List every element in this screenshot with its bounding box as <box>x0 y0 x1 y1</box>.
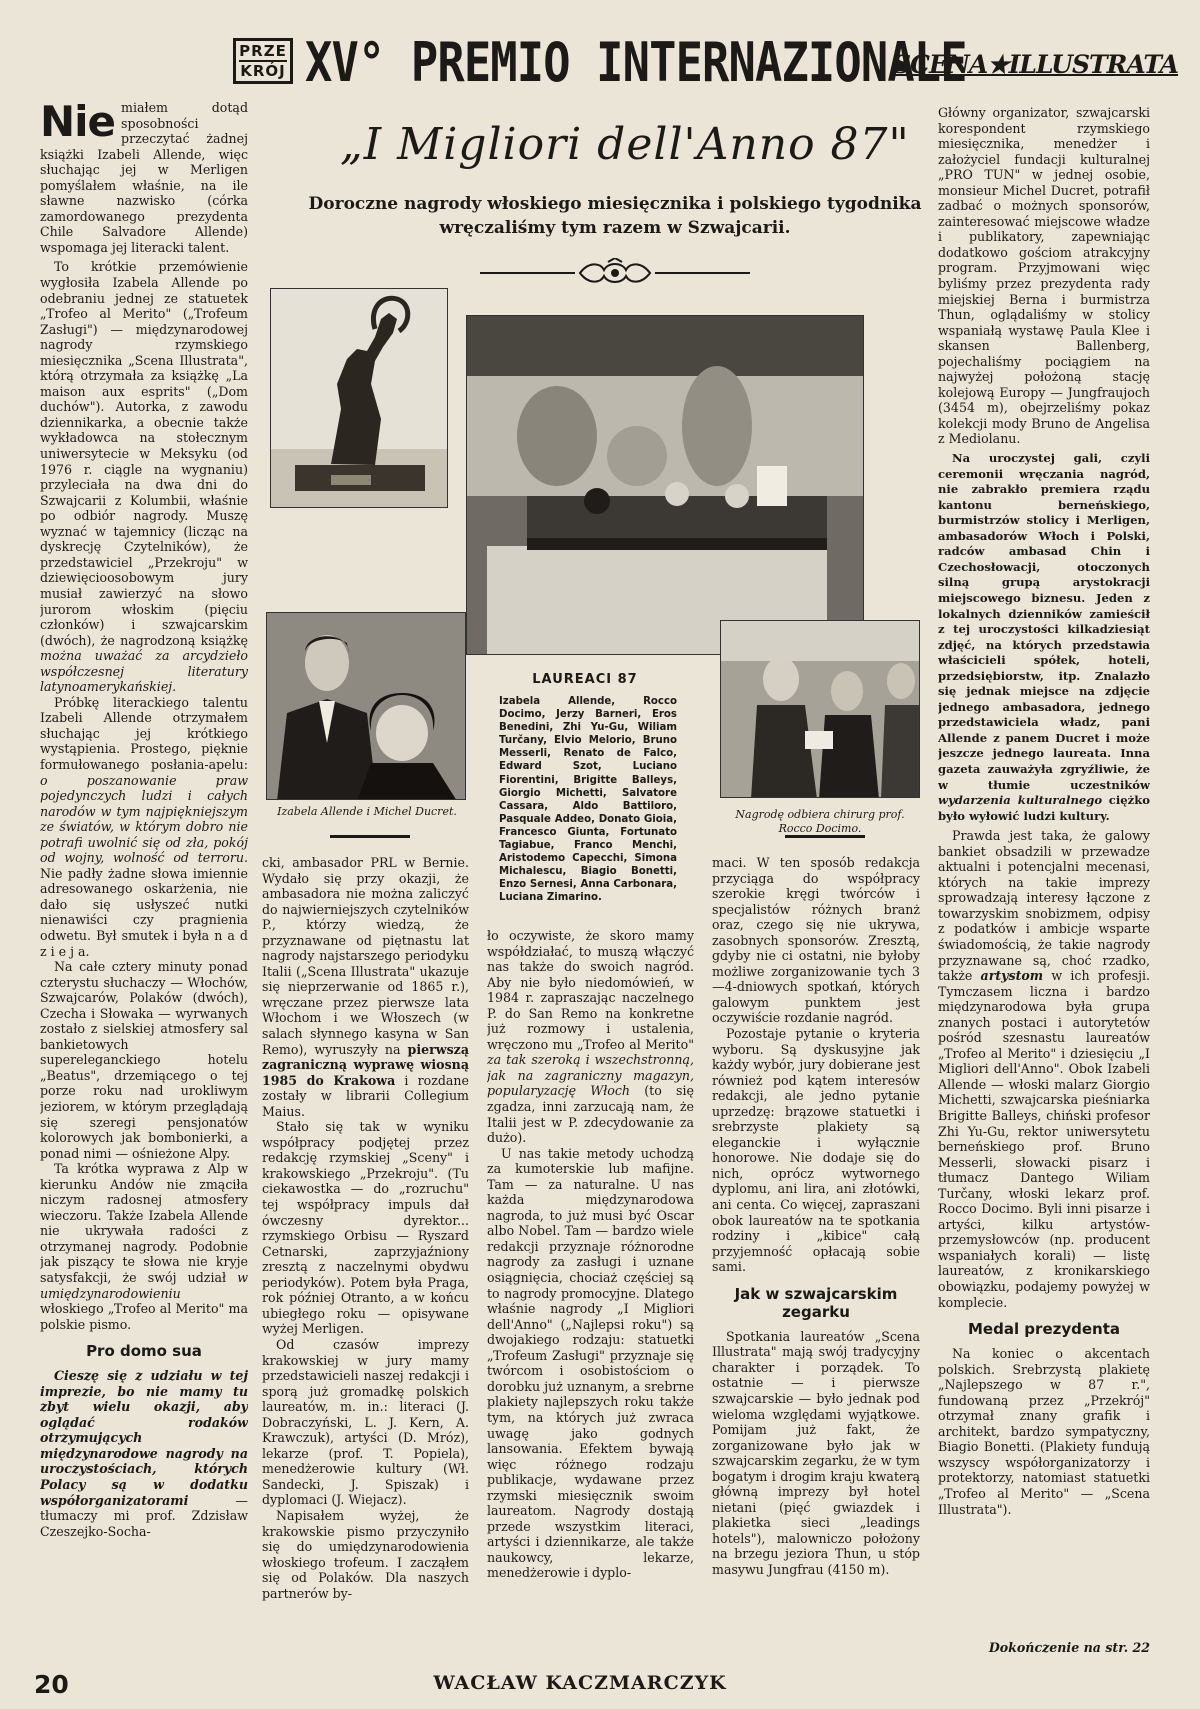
paragraph: maci. W ten sposób redakcja przyciąga do współpracy szerokie kręgi twórców i specjalistów różnych branż oraz, czego się nie ukrywa, zasobnych sponsorów. Zresztą, gdyby nie ci ostatni, nie byłoby możliwe zorganizowanie tych 3—4-dniowych spotkań, których galowym punktem jest oczywiście rozdanie nagród. <box>712 855 920 1026</box>
text-bold: Na uroczystej gali, czyli ceremonii wręczania nagród, nie zabrakło premiera rządu kantonu berneńskiego, burmistrzów stolicy i Merligen, ambasadorów Włoch i Polski, radców ambasad Chin i Czechosłowacji, otoczonych silną grupą arystokracji miejscowego biznesu. Jeden z lokalnych dzienników zamieścił z tej uroczystości kilkadziesiąt zdjęć, na których przedstawia właścicieli spółek, hoteli, przedsiębiorstw, itp. Znalazło się jednak miejsce na zdjęcie jednego ambasadora, jednego przedstawiciela władz, pani Allende z panem Ducret i może jeszcze jednego laureata. Inna gazeta zauważyła zgryźliwie, że w tłumie uczestników <box>938 451 1150 792</box>
text-italic: wydarzenia kulturalnego <box>938 793 1103 808</box>
page-number: 20 <box>34 1670 69 1699</box>
text-italic: Cieszę się z udziału w tej imprezie, bo nie mamy tu zbyt wielu okazji, aby oglądać rodaków otrzymujących międzynarodowe nagrody na uroczystościach, których Polacy są w dodatku współorganizatorami <box>40 1368 248 1508</box>
text: Nie padły żadne słowa imiennie adresowanego oskarżenia, nie dało się usłyszeć nutki nienawiści czy pragnienia odwetu. Był smutek i była n a d z i e j a. <box>40 865 248 959</box>
logo-bottom-text: KRÓJ <box>240 62 286 80</box>
text-italic: można uważać za arcydzieło współczesnej literatury latynoamerykańskiej. <box>40 648 248 695</box>
paragraph <box>487 928 694 1146</box>
paragraph: Na koniec o akcentach polskich. Srebrzystą plakietę „Najlepszego w 87 r.", fundowaną przez „Przekrój" otrzymał znany grafik i architekt, bardzo sympatyczny, Biagio Bonetti. (Plakiety fundują wszyscy współorganizatorzy i protektorzy, natomiast statuetki „Trofeo al Merito" — „Scena Illustrata"). <box>938 1346 1150 1517</box>
drop-cap: Nie <box>40 100 116 146</box>
paragraph: Spotkania laureatów „Scena Illustrata" mają swój tradycyjny charakter i porządek. To ostatnie — i pierwsze szwajcarskie — było jednak pod wieloma względami wyjątkowe. Pomijam już fakt, że zorganizowane było jak w szwajcarskim zegarku, że w tym bogatym i drogim kraju kwaterą główną imprezy był hotel nietani (pięć gwiazdek i plakietka sieci „leadings hotels"), malowniczo położony na brzegu jeziora Thun, u stóp masywu Jungfrau (4150 m). <box>712 1328 920 1577</box>
text-italic: o poszanowanie praw pojedynczych ludzi i całych narodów w tym najpiękniejszym ze światów, w którym dobro nie potrafi uwolnić się od zła, pokój od wojny, wolność od terroru. <box>40 772 248 866</box>
logo-top-text: PRZE <box>239 42 287 60</box>
paragraph <box>262 855 469 1119</box>
paragraph <box>40 259 248 694</box>
allende-ducret-photo <box>266 612 466 800</box>
paragraph <box>40 1161 248 1332</box>
photo-caption: Nagrodę odbiera chirurg prof. Rocco Docimo. <box>735 808 905 835</box>
text: Prawda jest taka, że galowy bankiet obsadzili w przewadze aktualni i potencjalni mecenasi, których na takie imprezy sprowadzają interesy łączone z towarzyskim snobizmem, odpisy z podatków i ambicje wsparte świadomością, że takie nagrody przyznawane są, choć rzadko, także <box>938 828 1150 984</box>
text-italic: za tak szeroką i wszechstronną, jak na zagraniczny magazyn, popularyzację Włoch <box>487 1052 694 1099</box>
paragraph: Główny organizator, szwajcarski korespondent rzymskiego miesięcznika, menedżer i założyciel fundacji kulturalnej „PRO TUN" w jednej osobie, monsieur Michel Ducret, potrafił zadbać o możnych sponsorów, zainteresować miejscowe władze i publikatory, zapewniając dodatkowo gościom atrakcyjny program. Przyjmowani więc byliśmy przez prezydenta rady miejskiej Berna i burmistrza Thun, oglądaliśmy w stolicy wspaniałą wystawę Paula Klee i skansen Ballenberg, pojechaliśmy pociągiem na najwyżej położoną stację kolejową Europy — Jungfraujoch (3454 m), obejrzeliśmy pokaz kolekcji mody Bruno de Angelisa z Mediolanu. <box>938 105 1150 447</box>
headline: XV° PREMIO INTERNAZIONALE <box>305 31 967 94</box>
text: To krótkie przemówienie wygłosiła Izabela Allende po odebraniu jednej ze statuetek „Trofeo al Merito" („Trofeum Zasługi") — międzynarodowej nagrody rzymskiego miesięcznika „Scena Illustrata", którą otrzymała za książkę „La maison aux esprits" („Dom duchów"). Autorka, z zawodu dziennikarka, a obecnie także wykładowca na stołecznym uniwersytecie w Meksyku (od 1976 r. ciągle na wygnaniu) przyleciała na dwa dni do Szwajcarii z Kolumbii, właśnie po odbiór nagrody. Muszę wyznać w tajemnicy (licząc na dyskrecję Czytelników), że przedstawiciel „Przekroju" w dziewięcioosobowym jury musiał zawierzyć na słowo jurorom włoskim (pięciu członków) i szwajcarskim (dwóch), że nagrodzoną książkę <box>40 259 248 648</box>
paragraph <box>40 100 248 255</box>
text: miałem dotąd sposobności przeczytać żadnej książki Izabeli Allende, więc słuchając jej w Merligen pomyślałem właśnie, na ile sławne nazwisko (córka zamordowanego prezydenta Chile Salvadore Allende) wspomaga jej literacki talent. <box>40 100 248 255</box>
paragraph <box>938 451 1150 824</box>
divider-rule <box>785 835 865 838</box>
text: cki, ambasador PRL w Bernie. Wydało się przy okazji, że ambasadora nie można zaliczyć do najwierniejszych czytelników P., którzy wiedzą, że przyznawane od piętnastu lat nagrody najstarszego periodyku Italii („Scena Illustrata" ukazuje się nieprzerwanie od 1865 r.), wręczane przez pierwsze lata Włochom i we Włoszech (w salach słynnego kasyna w San Remo), wyruszyły na <box>262 855 469 1057</box>
paragraph: Napisałem wyżej, że krakowskie pismo przyczyniło się do umiędzynarodowienia włoskiego trofeum. I zacząłem się od Polaków. Dla naszych partnerów by- <box>262 1507 469 1601</box>
text: Ta krótka wyprawa z Alp w kierunku Andów nie zmąciła niczym radosnej atmosfery wieczoru. Także Izabela Allende nie ukrywała radości z otrzymanej nagrody. Podobnie jak piszący te słowa nie kryje satysfakcji, że swój udział <box>40 1161 248 1286</box>
text: włoskiego „Trofeo al Merito" ma polskie pismo. <box>40 1301 248 1332</box>
column-5 <box>938 105 1150 1635</box>
section-heading: Pro domo sua <box>86 1342 202 1361</box>
paragraph: Pozostaje pytanie o kryteria wyboru. Są dyskusyjne jak każdy wybór, jury dobierane jest również pod kątem interesów redakcji, ale jedno pytanie uprzedzę: brązowe statuetki i srebrzyste plakiety są eleganckie i wyłącznie honorowe. Nie dodaje się do nich, oprócz wytwornego dyplomu, ani lira, ani złotówki, ani centa. Co więcej, zapraszani obok laureatów na te spotkania rodziny i „kibice" całą przyjemność opłacają sobie sami. <box>712 1026 920 1275</box>
column-4 <box>712 855 920 1655</box>
column-2 <box>262 855 469 1655</box>
paragraph <box>40 695 248 959</box>
section-heading: Medal prezydenta <box>967 1320 1121 1339</box>
paragraph: Na całe cztery minuty ponad czterystu słuchaczy — Włochów, Szwajcarów, Polaków (dwóch), Czecha i Słowaka — wyrwanych zostało z sielskiej atmosfery sal bankietowych supereleganckiego hotelu „Beatus", drzemiącego o tej porze roku nad urokliwym jeziorem, w którym przeglądają się szeregi pensjonatów kolorowych jak bombonierki, a ponad nimi — ośnieżone Alpy. <box>40 959 248 1161</box>
text-bold: ciężko było wyłowić ludzi kultury. <box>938 793 1150 823</box>
docimo-photo <box>720 620 920 798</box>
paragraph: U nas takie metody uchodzą za kumoterskie lub mafijne. Tam — za naturalne. U nas każda międzynarodowa nagroda, to już musi być Oscar albo Nobel. Tam — bardzo wiele redakcji przyznaje różnorodne nagrody za zasługi i uznane osiągnięcia, chociaż częściej są to nagrody promocyjne. Dlatego właśnie nagrody „I Migliori dell'Anno" („Najlepsi roku") są dwojakiego rodzaju: statuetki „Trofeum Zasługi" przyznaje się twórcom i osobistościom o dorobku już uznanym, a srebrne plakiety najlepszych roku także tym, na których już zwraca uwagę jako godnych lansowania. Efektem bywają więc różnego rodzaju publikacje, wydawane przez rzymski miesięcznik swoim laureatom. Nagrody dostają przede wszystkim literaci, artyści i dziennikarze, ale także naukowcy, lekarze, menedżerowie i dyplo- <box>487 1145 694 1581</box>
text: i rozdane zostały w librarii Collegium Maius. <box>262 1072 469 1119</box>
section-heading: Jak w szwajcarskim zegarku <box>734 1284 898 1321</box>
photo-caption: Izabela Allende i Michel Ducret. <box>277 805 457 818</box>
text: w ich profesji. Tymczasem liczna i bardzo międzynarodowa była grupa znanych postaci i autorytetów pośród szesnastu laureatów „Trofeo al Merito" i dziesięciu „I Migliori dell'Anno". Obok Izabeli Allende — włoski malarz Giorgio Michetti, szwajcarska pieśniarka Brigitte Balleys, chiński profesor Zhi Yu-Gu, rektor uniwersytetu berneńskiego prof. Bruno Messerli, słowacki pisarz i tłumacz Dantego Wiliam Turčany, włoski lekarz prof. Rocco Docimo. Byli inni pisarze i artyści, kilku artystów-przemysłowców (np. producent wspaniałych korali) — listę laureatów, z kronikarskiego obowiązku, podajemy powyżej w komplecie. <box>938 968 1150 1310</box>
paragraph <box>938 828 1150 1310</box>
continued-note: Dokończenie na str. 22 <box>988 1640 1150 1655</box>
column-1 <box>40 100 248 1645</box>
text: (to się zgadza, inni zarzucają nam, że Italii jest w P. zdecydowanie za dużo). <box>487 1083 694 1146</box>
paragraph: Od czasów imprezy krakowskiej w jury mamy przedstawicieli naszej redakcji i sporą już gromadkę polskich laureatów, m. in.: literaci (J. Dobraczyński, L. J. Kern, A. Krawczuk), artyści (D. Mróz), lekarze (prof. T. Popiela), menedżerowie kultury (Wł. Sandecki, J. Spiszak) i dyplomaci (J. Wiejacz). <box>262 1336 469 1508</box>
ornament-divider-icon <box>480 258 750 288</box>
text-bold: pierwszą zagraniczną wyprawę wiosną 1985 do Krakowa <box>262 1041 469 1088</box>
author-byline: WACŁAW KACZMARCZYK <box>433 1672 727 1694</box>
scena-illustrata-logo: SCENA★ILLUSTRATA <box>893 50 1179 79</box>
script-title: „I Migliori dell'Anno 87" <box>340 119 910 170</box>
statuette-photo <box>270 288 448 508</box>
subtitle: Doroczne nagrody włoskiego miesięcznika i polskiego tygodnika wręczaliśmy tym razem w Szwajcarii. <box>308 194 922 238</box>
text-italic: artystom <box>980 968 1044 984</box>
text: Próbkę literackiego talentu Izabeli Allende otrzymałem słuchając jej krótkiego wystąpienia. Prostego, pięknie formułowanego posłania-apelu: <box>40 694 248 772</box>
text-italic: w umiędzynarodowieniu <box>40 1270 248 1301</box>
paragraph <box>40 1368 248 1539</box>
divider-rule <box>330 835 410 838</box>
ceremony-photo <box>466 315 864 655</box>
paragraph: Stało się tak w wyniku współpracy podjętej przez redakcję rzymskiej „Sceny" i krakowskiego „Przekroju". (Tu ciekawostka — do „rozruchu" tej współpracy impuls dał ówczesny dyrektor... rzymskiego Orbisu — Ryszard Cetnarski, zaprzyjaźniony zresztą z naczelnymi obydwu periodyków). Potem była Praga, rok później Otranto, a w końcu ubiegłego roku — opisywane wyżej Merligen. <box>262 1119 469 1337</box>
text: ło oczywiste, że skoro mamy współdziałać, to muszą włączyć nas także do swoich nagród. Aby nie było niedomówień, w 1984 r. zapraszając naczelnego P. do San Remo na konkretne już rozmowy i ustalenia, wręczono mu „Trofeo al Merito" <box>487 928 694 1052</box>
przekroj-logo <box>233 38 293 84</box>
column-3 <box>487 928 694 1653</box>
laureaci-list: Izabela Allende, Rocco Docimo, Jerzy Barneri, Eros Benedini, Zhi Yu-Gu, Wiliam Turčany, Elvio Melorio, Bruno Messerli, Renato de Falco, Edward Szot, Luciano Fiorentini, Brigitte Balleys, Giorgio Michetti, Salvatore Cassara, Aldo Battiloro, Pasquale Addeo, Donato Gioia, Francesco Giunta, Fortunato Tagiabue, Franco Menchi, Aristodemo Capecchi, Simona Michalescu, Biagio Bonetti, Enzo Sernesi, Anna Carbonara, Luciana Zimarino. <box>499 696 677 904</box>
laureaci-title: LAUREACI 87 <box>532 672 638 687</box>
text: — tłumaczy mi prof. Zdzisław Czeszejko-Socha- <box>40 1492 248 1539</box>
